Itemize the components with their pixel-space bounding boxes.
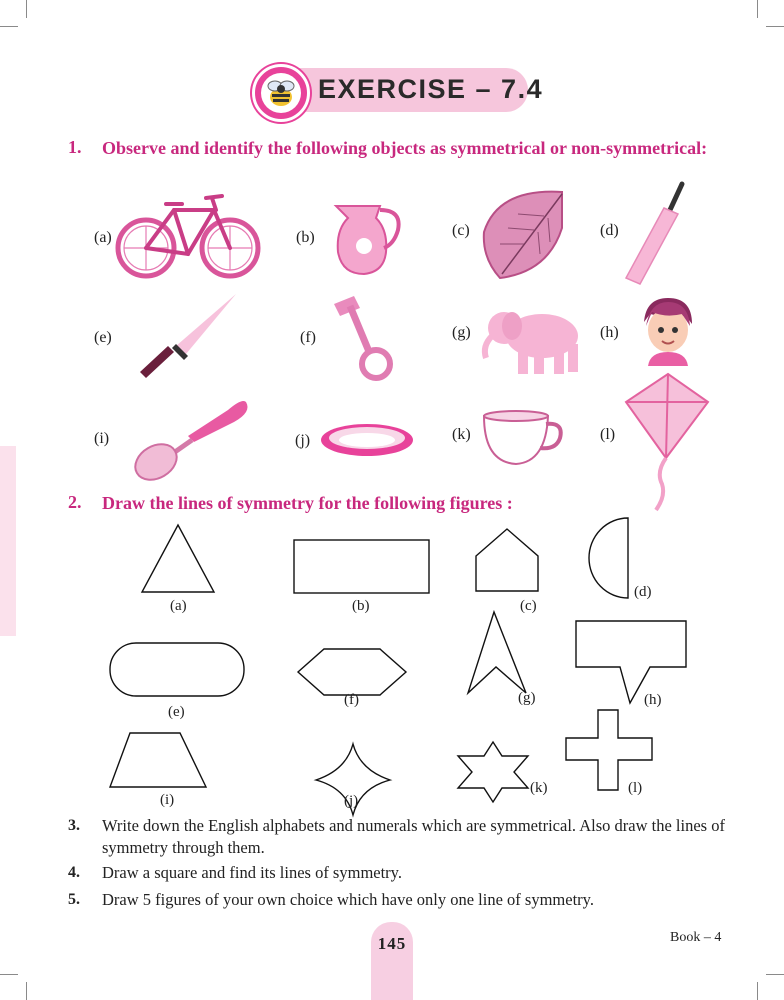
q2-label-i: (i) [160, 792, 175, 808]
figure-speech-bubble [576, 621, 686, 703]
q1-label-c: (c) [452, 222, 470, 239]
figure-rounded-rectangle [110, 643, 244, 696]
q2-label-f: (f) [344, 692, 359, 708]
q2-label-c: (c) [520, 598, 537, 614]
q1-label-e: (e) [94, 329, 112, 346]
question-2-number: 2. [68, 492, 82, 512]
question-5-number: 5. [68, 891, 80, 908]
figure-triangle [142, 525, 214, 592]
question-4-text: Draw a square and find its lines of symmetry. [102, 863, 402, 882]
figure-arrowhead [468, 612, 526, 693]
figure-hexagon [298, 649, 406, 695]
figure-pentagon [476, 529, 538, 591]
page-number: 145 [377, 934, 407, 953]
q2-label-e: (e) [168, 704, 185, 720]
q2-label-g: (g) [518, 690, 536, 706]
q1-label-b: (b) [296, 229, 315, 246]
figure-trapezium [110, 733, 206, 787]
q2-label-a: (a) [170, 598, 187, 614]
q1-label-k: (k) [452, 426, 471, 443]
question-4-number: 4. [68, 864, 80, 881]
q2-label-j: (j) [344, 793, 359, 809]
q2-label-k: (k) [530, 780, 548, 796]
q1-label-d: (d) [600, 222, 619, 239]
question-2-text: Draw the lines of symmetry for the following figures : [102, 493, 513, 513]
q1-label-l: (l) [600, 426, 616, 443]
q2-label-h: (h) [644, 692, 662, 708]
q1-label-g: (g) [452, 324, 471, 341]
question-1-text: Observe and identify the following objects as symmetrical or non-symmetrical: [102, 138, 708, 158]
q2-label-d: (d) [634, 584, 652, 600]
question-3-number: 3. [68, 817, 80, 834]
q1-label-f: (f) [300, 329, 316, 346]
question-5-text: Draw 5 figures of your own choice which have only one line of symmetry. [102, 890, 594, 909]
figure-semicircle [589, 518, 628, 598]
q2-label-b: (b) [352, 598, 370, 614]
q1-label-i: (i) [94, 430, 110, 447]
figure-six-point-star [458, 742, 528, 802]
question-3-text: Write down the English alphabets and numerals which are symmetrical. Also draw the lines of symmetry through them. [102, 816, 725, 857]
q1-label-h: (h) [600, 324, 619, 341]
book-label: Book – 4 [670, 930, 722, 945]
q1-label-a: (a) [94, 229, 112, 246]
page-title: EXERCISE – 7.4 [318, 74, 544, 104]
q2-label-l: (l) [628, 780, 643, 796]
figure-rectangle [294, 540, 429, 593]
figure-plus [566, 710, 652, 790]
question-1-number: 1. [68, 137, 82, 157]
q1-label-j: (j) [295, 432, 311, 449]
